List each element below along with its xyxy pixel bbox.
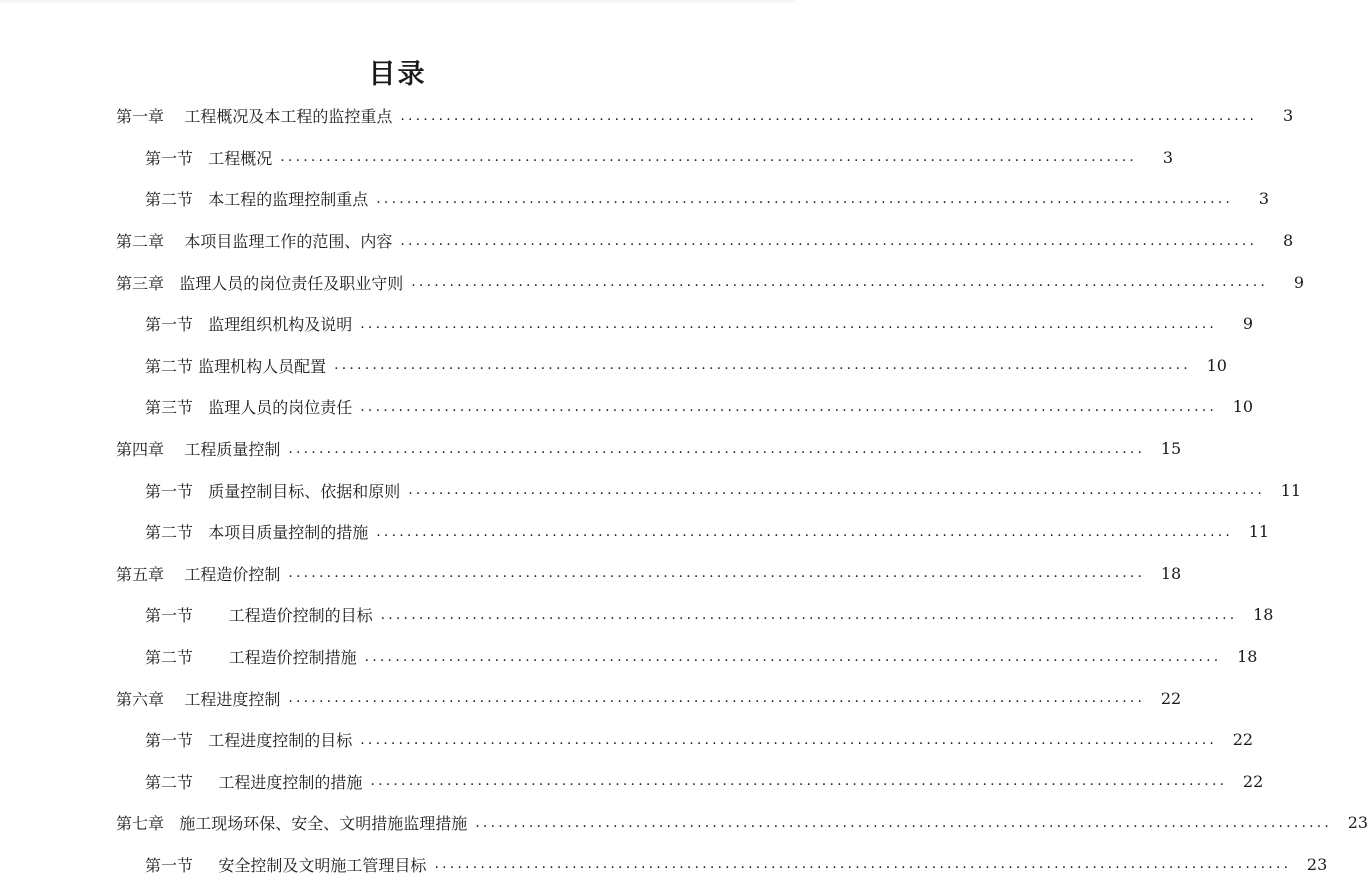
toc-entry-label: 第一节 质量控制目标、依据和原则 xyxy=(145,481,401,501)
toc-page-number: 15 xyxy=(1160,439,1182,459)
toc-page-number: 22 xyxy=(1242,771,1264,791)
toc-section-link[interactable] xyxy=(0,511,1270,553)
toc-entry-label: 第二节 本工程的监理控制重点 xyxy=(145,190,369,210)
toc-entry-label: 第三节 监理人员的岗位责任 xyxy=(145,398,353,418)
toc-entry-label: 第一章 工程概况及本工程的监控重点 xyxy=(116,107,393,127)
page-top-edge xyxy=(0,0,795,4)
toc-entry-label: 第二节 监理机构人员配置 xyxy=(145,356,327,376)
toc-page-number: 3 xyxy=(1162,147,1174,167)
toc-entry-label: 第二节 本项目质量控制的措施 xyxy=(145,523,369,543)
toc-section-link[interactable] xyxy=(0,469,1302,511)
toc-page-number: 18 xyxy=(1237,647,1258,667)
toc-dot-leader: ................................................................................................................ xyxy=(334,357,1191,374)
toc-section-link[interactable] xyxy=(0,636,1258,678)
toc-entry-label: 第一节 工程造价控制的目标 xyxy=(145,606,373,626)
toc-entry-label: 第三章 监理人员的岗位责任及职业守则 xyxy=(116,273,404,293)
toc-page-number: 3 xyxy=(1283,106,1294,126)
toc-section-link[interactable] xyxy=(0,303,1254,345)
toc-dot-leader: ................................................................................................................ xyxy=(380,606,1238,623)
toc-page-number: 9 xyxy=(1293,272,1305,292)
toc-entry-label: 第七章 施工现场环保、安全、文明措施监理措施 xyxy=(116,814,468,834)
toc-dot-leader: ................................................................................................................ xyxy=(360,315,1218,332)
toc-chapter-link[interactable] xyxy=(0,220,1294,262)
toc-page-number: 3 xyxy=(1258,189,1270,209)
toc-page-number: 18 xyxy=(1253,605,1274,625)
toc-dot-leader: ................................................................................................................ xyxy=(360,731,1218,748)
toc-page-number: 9 xyxy=(1242,314,1254,334)
toc-entry-label: 第五章 工程造价控制 xyxy=(116,564,281,584)
toc-entry-label: 第六章 工程进度控制 xyxy=(116,689,281,709)
toc-dot-leader: ................................................................................................................ xyxy=(400,232,1258,249)
toc-entry-label: 第一节 工程概况 xyxy=(145,148,273,168)
toc-page-number: 23 xyxy=(1347,813,1368,833)
toc-dot-leader: ................................................................................................................ xyxy=(434,856,1292,873)
toc-chapter-link[interactable] xyxy=(0,95,1294,137)
toc-title: 目录 xyxy=(368,59,427,90)
toc-section-link[interactable] xyxy=(0,386,1254,428)
toc-dot-leader: ................................................................................................................ xyxy=(288,440,1146,457)
toc-section-link[interactable] xyxy=(0,844,1328,885)
toc-chapter-link[interactable] xyxy=(0,553,1182,595)
toc-entry-label: 第二节 工程进度控制的措施 xyxy=(145,772,363,792)
toc-section-link[interactable] xyxy=(0,594,1274,636)
toc-dot-leader: ................................................................................................................ xyxy=(376,190,1234,207)
toc-section-link[interactable] xyxy=(0,137,1174,179)
toc-dot-leader: ................................................................................................................ xyxy=(411,274,1269,291)
toc-dot-leader: ................................................................................................................ xyxy=(288,565,1146,582)
toc-entry-label: 第一节 工程进度控制的目标 xyxy=(145,731,353,751)
table-of-contents xyxy=(0,95,1368,885)
toc-page-number: 23 xyxy=(1306,854,1328,874)
toc-dot-leader: ................................................................................................................ xyxy=(376,523,1234,540)
toc-chapter-link[interactable] xyxy=(0,428,1182,470)
toc-page-number: 8 xyxy=(1283,231,1294,251)
toc-chapter-link[interactable] xyxy=(0,677,1182,719)
toc-entry-label: 第二章 本项目监理工作的范围、内容 xyxy=(116,232,393,252)
toc-dot-leader: ................................................................................................................ xyxy=(364,648,1222,665)
toc-entry-label: 第四章 工程质量控制 xyxy=(116,440,281,460)
toc-dot-leader: ................................................................................................................ xyxy=(475,814,1333,831)
toc-page-number: 10 xyxy=(1232,397,1254,417)
toc-dot-leader: ................................................................................................................ xyxy=(408,482,1266,499)
toc-dot-leader: ................................................................................................................ xyxy=(280,149,1138,166)
toc-dot-leader: ................................................................................................................ xyxy=(400,107,1258,124)
toc-page-number: 22 xyxy=(1232,730,1254,750)
toc-page-number: 11 xyxy=(1280,480,1302,500)
toc-page-number: 11 xyxy=(1248,522,1270,542)
toc-section-link[interactable] xyxy=(0,178,1270,220)
toc-page-number: 10 xyxy=(1206,355,1227,375)
toc-dot-leader: ................................................................................................................ xyxy=(370,773,1228,790)
toc-dot-leader: ................................................................................................................ xyxy=(360,398,1218,415)
toc-page-number: 18 xyxy=(1160,563,1182,583)
toc-section-link[interactable] xyxy=(0,719,1254,761)
toc-dot-leader: ................................................................................................................ xyxy=(288,690,1146,707)
toc-entry-label: 第一节 安全控制及文明施工管理目标 xyxy=(145,855,427,875)
toc-section-link[interactable] xyxy=(0,345,1227,387)
toc-page-number: 22 xyxy=(1160,688,1182,708)
toc-section-link[interactable] xyxy=(0,761,1264,803)
toc-entry-label: 第二节 工程造价控制措施 xyxy=(145,648,357,668)
toc-chapter-link[interactable] xyxy=(0,261,1305,303)
toc-chapter-link[interactable] xyxy=(0,802,1368,844)
toc-entry-label: 第一节 监理组织机构及说明 xyxy=(145,315,353,335)
